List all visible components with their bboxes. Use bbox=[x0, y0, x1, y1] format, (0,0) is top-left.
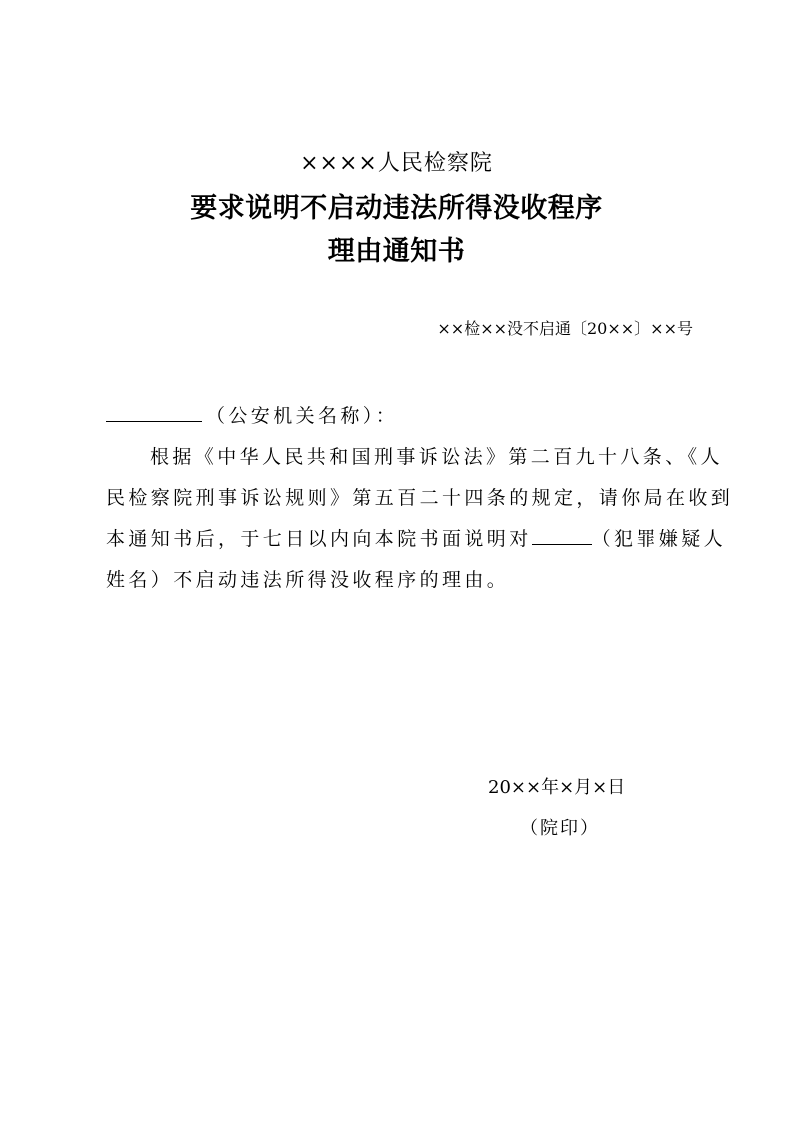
body-line-1 bbox=[106, 442, 723, 469]
document-title-line-2: 理由通知书 bbox=[327, 236, 466, 267]
document-title-line-1: 要求说明不启动违法所得没收程序 bbox=[190, 193, 603, 224]
body-line-2: 民检察院刑事诉讼规则》第五百二十四条的规定，请你局在收到 bbox=[106, 487, 734, 509]
document-number: ××检××没不启通〔20××〕××号 bbox=[437, 319, 693, 338]
body-line-3 bbox=[106, 524, 727, 551]
recipient-line bbox=[106, 401, 694, 428]
body-line-4: 姓名）不启动违法所得没收程序的理由。 bbox=[106, 569, 510, 591]
recipient-blank bbox=[106, 405, 202, 422]
court-seal-placeholder: （院印） bbox=[520, 818, 600, 839]
issuing-organization: ××××人民检察院 bbox=[300, 151, 493, 176]
issue-date: 20××年×月×日 bbox=[488, 777, 626, 798]
body-line-3-text-before: 本通知书后，于七日以内向本院书面说明对 bbox=[106, 528, 532, 550]
body-line-1-text: 根据《中华人民共和国刑事诉讼法》第二百九十八条、《人 bbox=[150, 446, 723, 468]
body-line-3-text-after: （犯罪嫌疑人 bbox=[591, 528, 727, 550]
suspect-name-blank bbox=[532, 528, 592, 545]
recipient-label: （公安机关名称）： bbox=[206, 405, 399, 427]
